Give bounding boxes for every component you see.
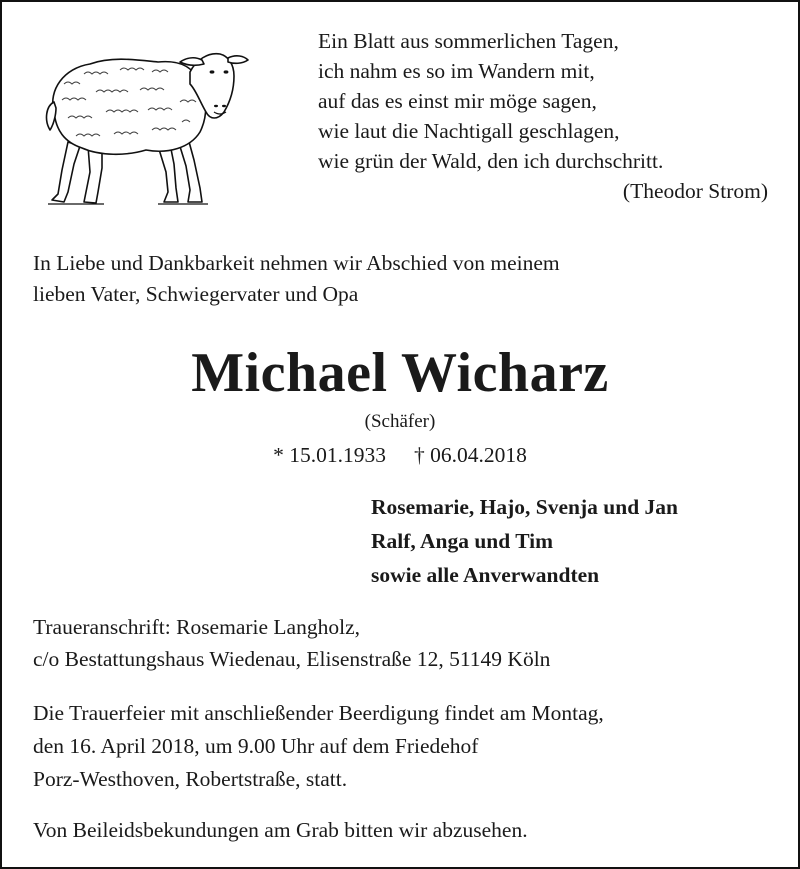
deceased-name: Michael Wicharz [191,342,609,404]
birth-date: * 15.01.1933 [273,443,386,467]
ceremony-line: Die Trauerfeier mit anschließender Beerdigung findet am Montag, [33,701,604,725]
poem-line: wie grün der Wald, den ich durchschritt. [318,149,664,173]
sheep-illustration [40,42,250,214]
closing-note: Von Beileidsbekundungen am Grab bitten wir abzusehen. [33,818,528,842]
deceased-occupation: (Schäfer) [364,411,436,432]
death-date: † 06.04.2018 [414,443,527,467]
address-line: Traueranschrift: Rosemarie Langholz, [33,615,360,639]
mourner-line: Ralf, Anga und Tim [371,529,554,553]
poem-line: Ein Blatt aus sommerlichen Tagen, [318,29,619,53]
intro-text [33,248,773,310]
ceremony-line: Porz-Westhoven, Robertstraße, statt. [33,767,348,791]
intro-line: In Liebe und Dankbarkeit nehmen wir Abschied von meinem [33,251,560,275]
life-dates [0,440,800,470]
poem [318,26,778,206]
poem-line: ich nahm es so im Wandern mit, [318,59,595,83]
ceremony-line: den 16. April 2018, um 9.00 Uhr auf dem Friedehof [33,734,479,758]
mourning-address [33,611,773,675]
poem-line: wie laut die Nachtigall geschlagen, [318,119,620,143]
mourner-line: sowie alle Anverwandten [371,563,600,587]
funeral-details [33,697,778,796]
mourners [371,490,781,592]
poem-author: (Theodor Strom) [622,179,768,203]
intro-line: lieben Vater, Schwiegervater und Opa [33,282,359,306]
poem-line: auf das es einst mir möge sagen, [318,89,597,113]
mourner-line: Rosemarie, Hajo, Svenja und Jan [371,495,678,519]
address-line: c/o Bestattungshaus Wiedenau, Elisenstraße 12, 51149 Köln [33,647,551,671]
